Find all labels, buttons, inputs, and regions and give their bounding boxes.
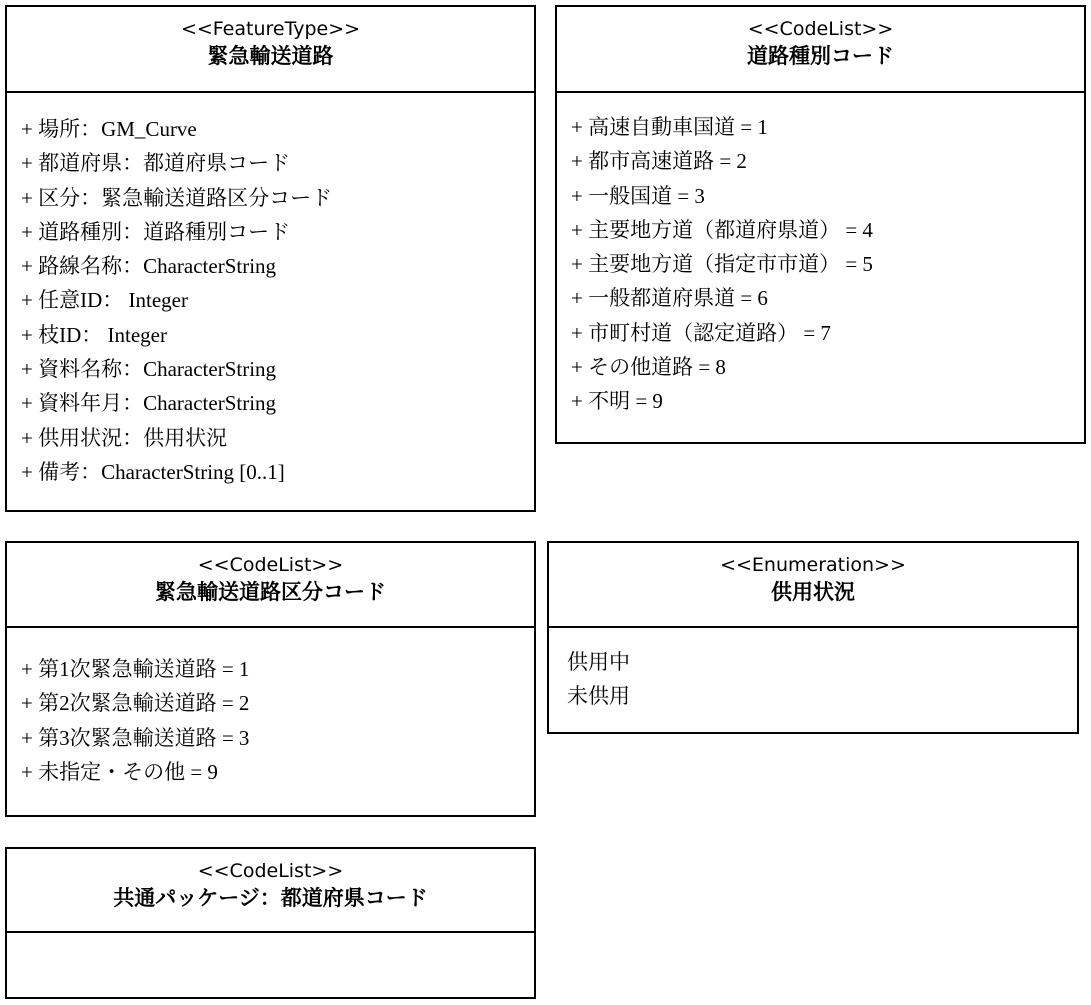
attribute: + その他道路 = 8: [571, 355, 726, 380]
attribute-list: [549, 628, 1077, 714]
class-emergency-class-code: [5, 541, 536, 817]
class-name: 道路種別コード: [747, 44, 894, 68]
class-header: [7, 849, 534, 933]
attribute-list: [7, 933, 534, 949]
class-header: [549, 543, 1077, 628]
attribute: + 任意ID： Integer: [21, 288, 188, 313]
attribute: + 都市高速道路 = 2: [571, 149, 747, 174]
attribute: + 区分：緊急輸送道路区分コード: [21, 185, 333, 210]
stereotype-label: <<FeatureType>>: [180, 18, 361, 40]
attribute: + 第3次緊急輸送道路 = 3: [21, 725, 250, 750]
attribute-list: [7, 628, 534, 789]
class-header: [7, 7, 534, 93]
stereotype-label: <<CodeList>>: [747, 18, 894, 40]
class-name: 緊急輸送道路区分コード: [155, 580, 386, 604]
attribute: + 主要地方道（指定市市道） = 5: [571, 252, 873, 277]
attribute: + 一般国道 = 3: [571, 183, 705, 208]
attribute: + 高速自動車国道 = 1: [571, 115, 768, 139]
attribute-list: [557, 93, 1084, 419]
attribute: + 第2次緊急輸送道路 = 2: [21, 691, 250, 716]
attribute: + 備考：CharacterString [0..1]: [21, 459, 285, 484]
class-emergency-road: [5, 5, 536, 512]
stereotype-label: <<CodeList>>: [197, 860, 344, 882]
class-header: [557, 7, 1084, 93]
attribute: + 未指定・その他 = 9: [21, 759, 218, 784]
attribute: + 路線名称：CharacterString: [21, 254, 277, 279]
attribute: + 資料名称：CharacterString: [21, 357, 277, 382]
attribute: + 不明 = 9: [571, 389, 663, 414]
class-prefecture-code: [5, 847, 536, 999]
stereotype-label: <<Enumeration>>: [720, 554, 906, 576]
attribute: + 供用状況：供用状況: [21, 425, 228, 450]
attribute: + 主要地方道（都道府県道） = 4: [571, 217, 873, 242]
attribute: + 場所：GM_Curve: [21, 117, 197, 141]
class-name: 共通パッケージ：都道府県コード: [113, 886, 428, 910]
class-road-type-code: [555, 5, 1086, 444]
attribute: + 資料年月：CharacterString: [21, 391, 277, 416]
class-header: [7, 543, 534, 628]
class-name: 供用状況: [771, 580, 855, 604]
attribute-list: [7, 93, 534, 489]
enum-value: 未供用: [567, 684, 630, 709]
stereotype-label: <<CodeList>>: [197, 554, 344, 576]
attribute: + 枝ID： Integer: [21, 322, 167, 347]
enum-value: 供用中: [567, 650, 630, 674]
attribute: + 市町村道（認定道路） = 7: [571, 320, 831, 345]
attribute: + 第1次緊急輸送道路 = 1: [21, 657, 250, 681]
class-name: 緊急輸送道路: [207, 44, 334, 68]
attribute: + 道路種別：道路種別コード: [21, 219, 291, 244]
attribute: + 一般都道府県道 = 6: [571, 286, 768, 311]
class-service-status: [547, 541, 1079, 734]
attribute: + 都道府県：都道府県コード: [21, 151, 291, 176]
